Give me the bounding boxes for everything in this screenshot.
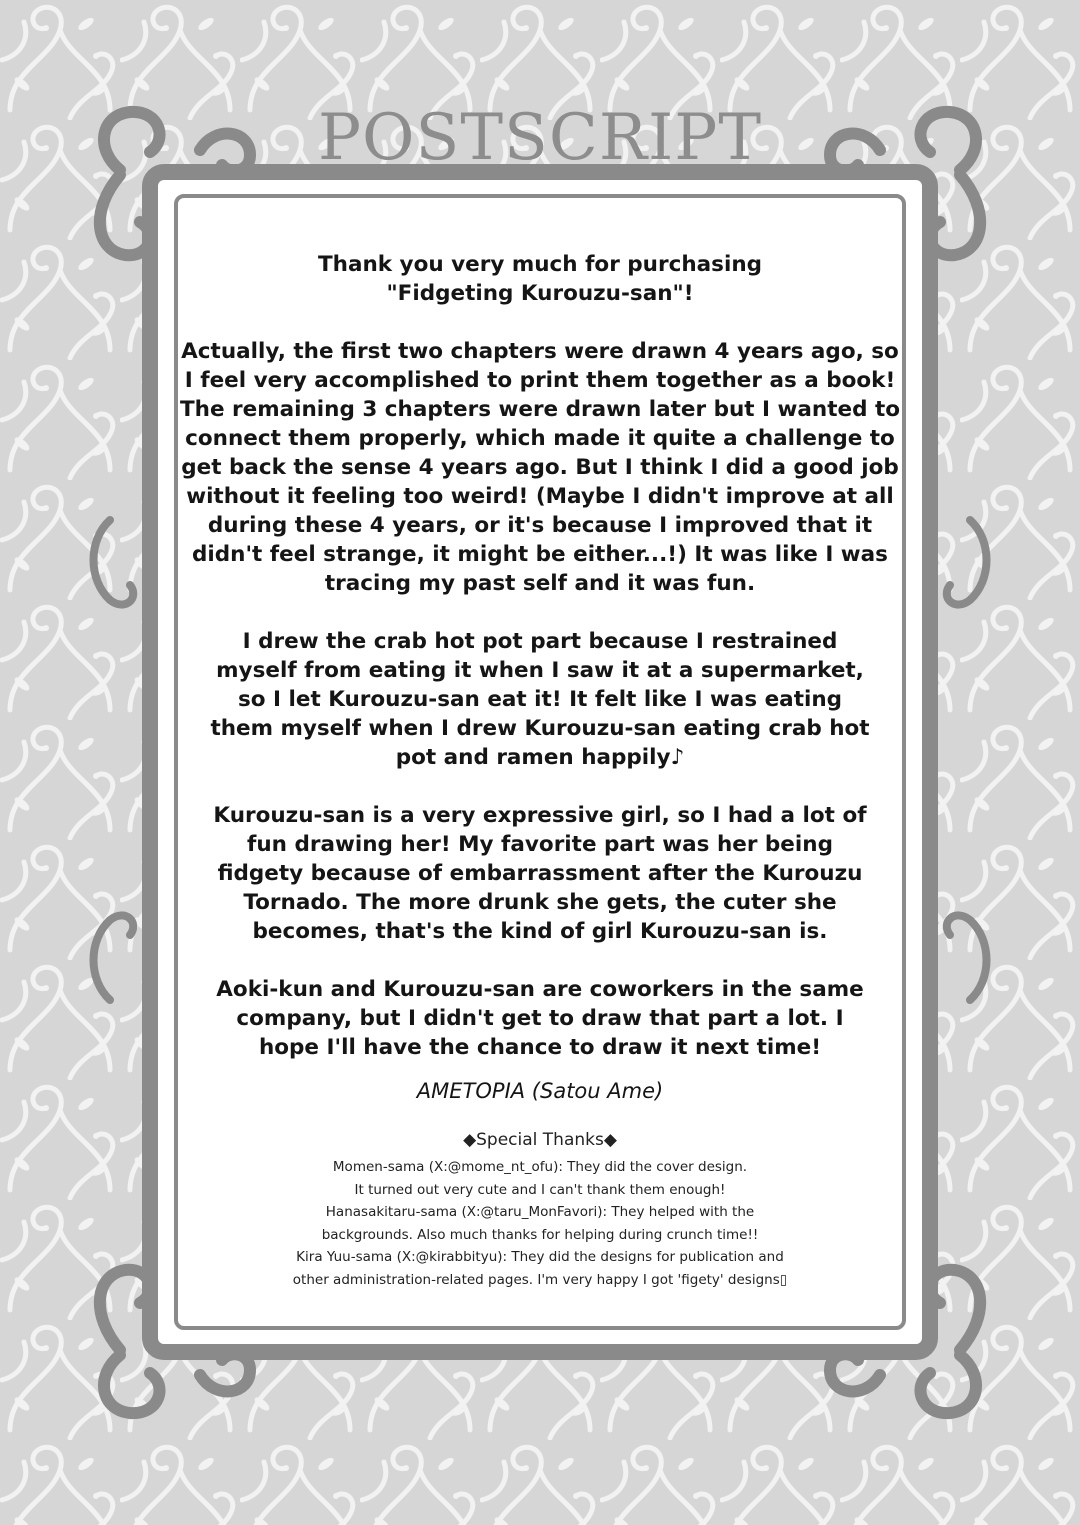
postscript-content xyxy=(180,250,900,1291)
author-signature: AMETOPIA (Satou Ame) xyxy=(416,1079,664,1103)
thanks-line: Kira Yuu-sama (X:@kirabbityu): They did the designs for publication and xyxy=(296,1249,784,1265)
special-thanks-heading: ◆Special Thanks◆ xyxy=(463,1130,617,1150)
paragraph-kurouzu: Kurouzu-san is a very expressive girl, so I had a lot of fun drawing her! My favorite part was her being fidgety because of embarrassment after the Kurouzu Tornado. The more drunk she gets, the cuter she becomes, that's the kind of girl Kurouzu-san is. xyxy=(213,803,867,944)
paragraph-coworkers: Aoki-kun and Kurouzu-san are coworkers in the same company, but I didn't get to draw that part a lot. I hope I'll have the chance to draw it next time! xyxy=(216,977,864,1060)
thanks-line: other administration-related pages. I'm very happy I got 'figety' designs▯ xyxy=(292,1271,788,1288)
thanks-line: backgrounds. Also much thanks for helping during crunch time!! xyxy=(321,1226,759,1243)
postscript-body xyxy=(180,250,900,1062)
thanks-line: Hanasakitaru-sama (X:@taru_MonFavori): They helped with the xyxy=(325,1204,755,1220)
page-title: POSTSCRIPT xyxy=(317,101,763,175)
paragraph-chapters: Actually, the first two chapters were drawn 4 years ago, so I feel very accomplished to print them together as a book! The remaining 3 chapters were drawn later but I wanted to connect them properly, which made it quite a challenge to get back the sense 4 years ago. But I think I did a good job without it feeling too weird! (Maybe I didn't improve at all during these 4 years, or it's because I improved that it didn't feel strange, it might be either...!) It was like I was tracing my past self and it was fun. xyxy=(180,339,900,596)
special-thanks-list xyxy=(180,1156,900,1291)
thanks-line: Momen-sama (X:@mome_nt_ofu): They did the cover design. xyxy=(332,1159,748,1175)
paragraph-thanks: Thank you very much for purchasing "Fidgeting Kurouzu-san"! xyxy=(317,252,763,306)
thanks-line: It turned out very cute and I can't thank them enough! xyxy=(354,1181,726,1198)
paragraph-crab-hot-pot: I drew the crab hot pot part because I restrained myself from eating it when I saw it at a supermarket, so I let Kurouzu-san eat it! It felt like I was eating them myself when I drew Kurouzu-san eating crab hot pot and ramen happily♪ xyxy=(210,629,870,770)
